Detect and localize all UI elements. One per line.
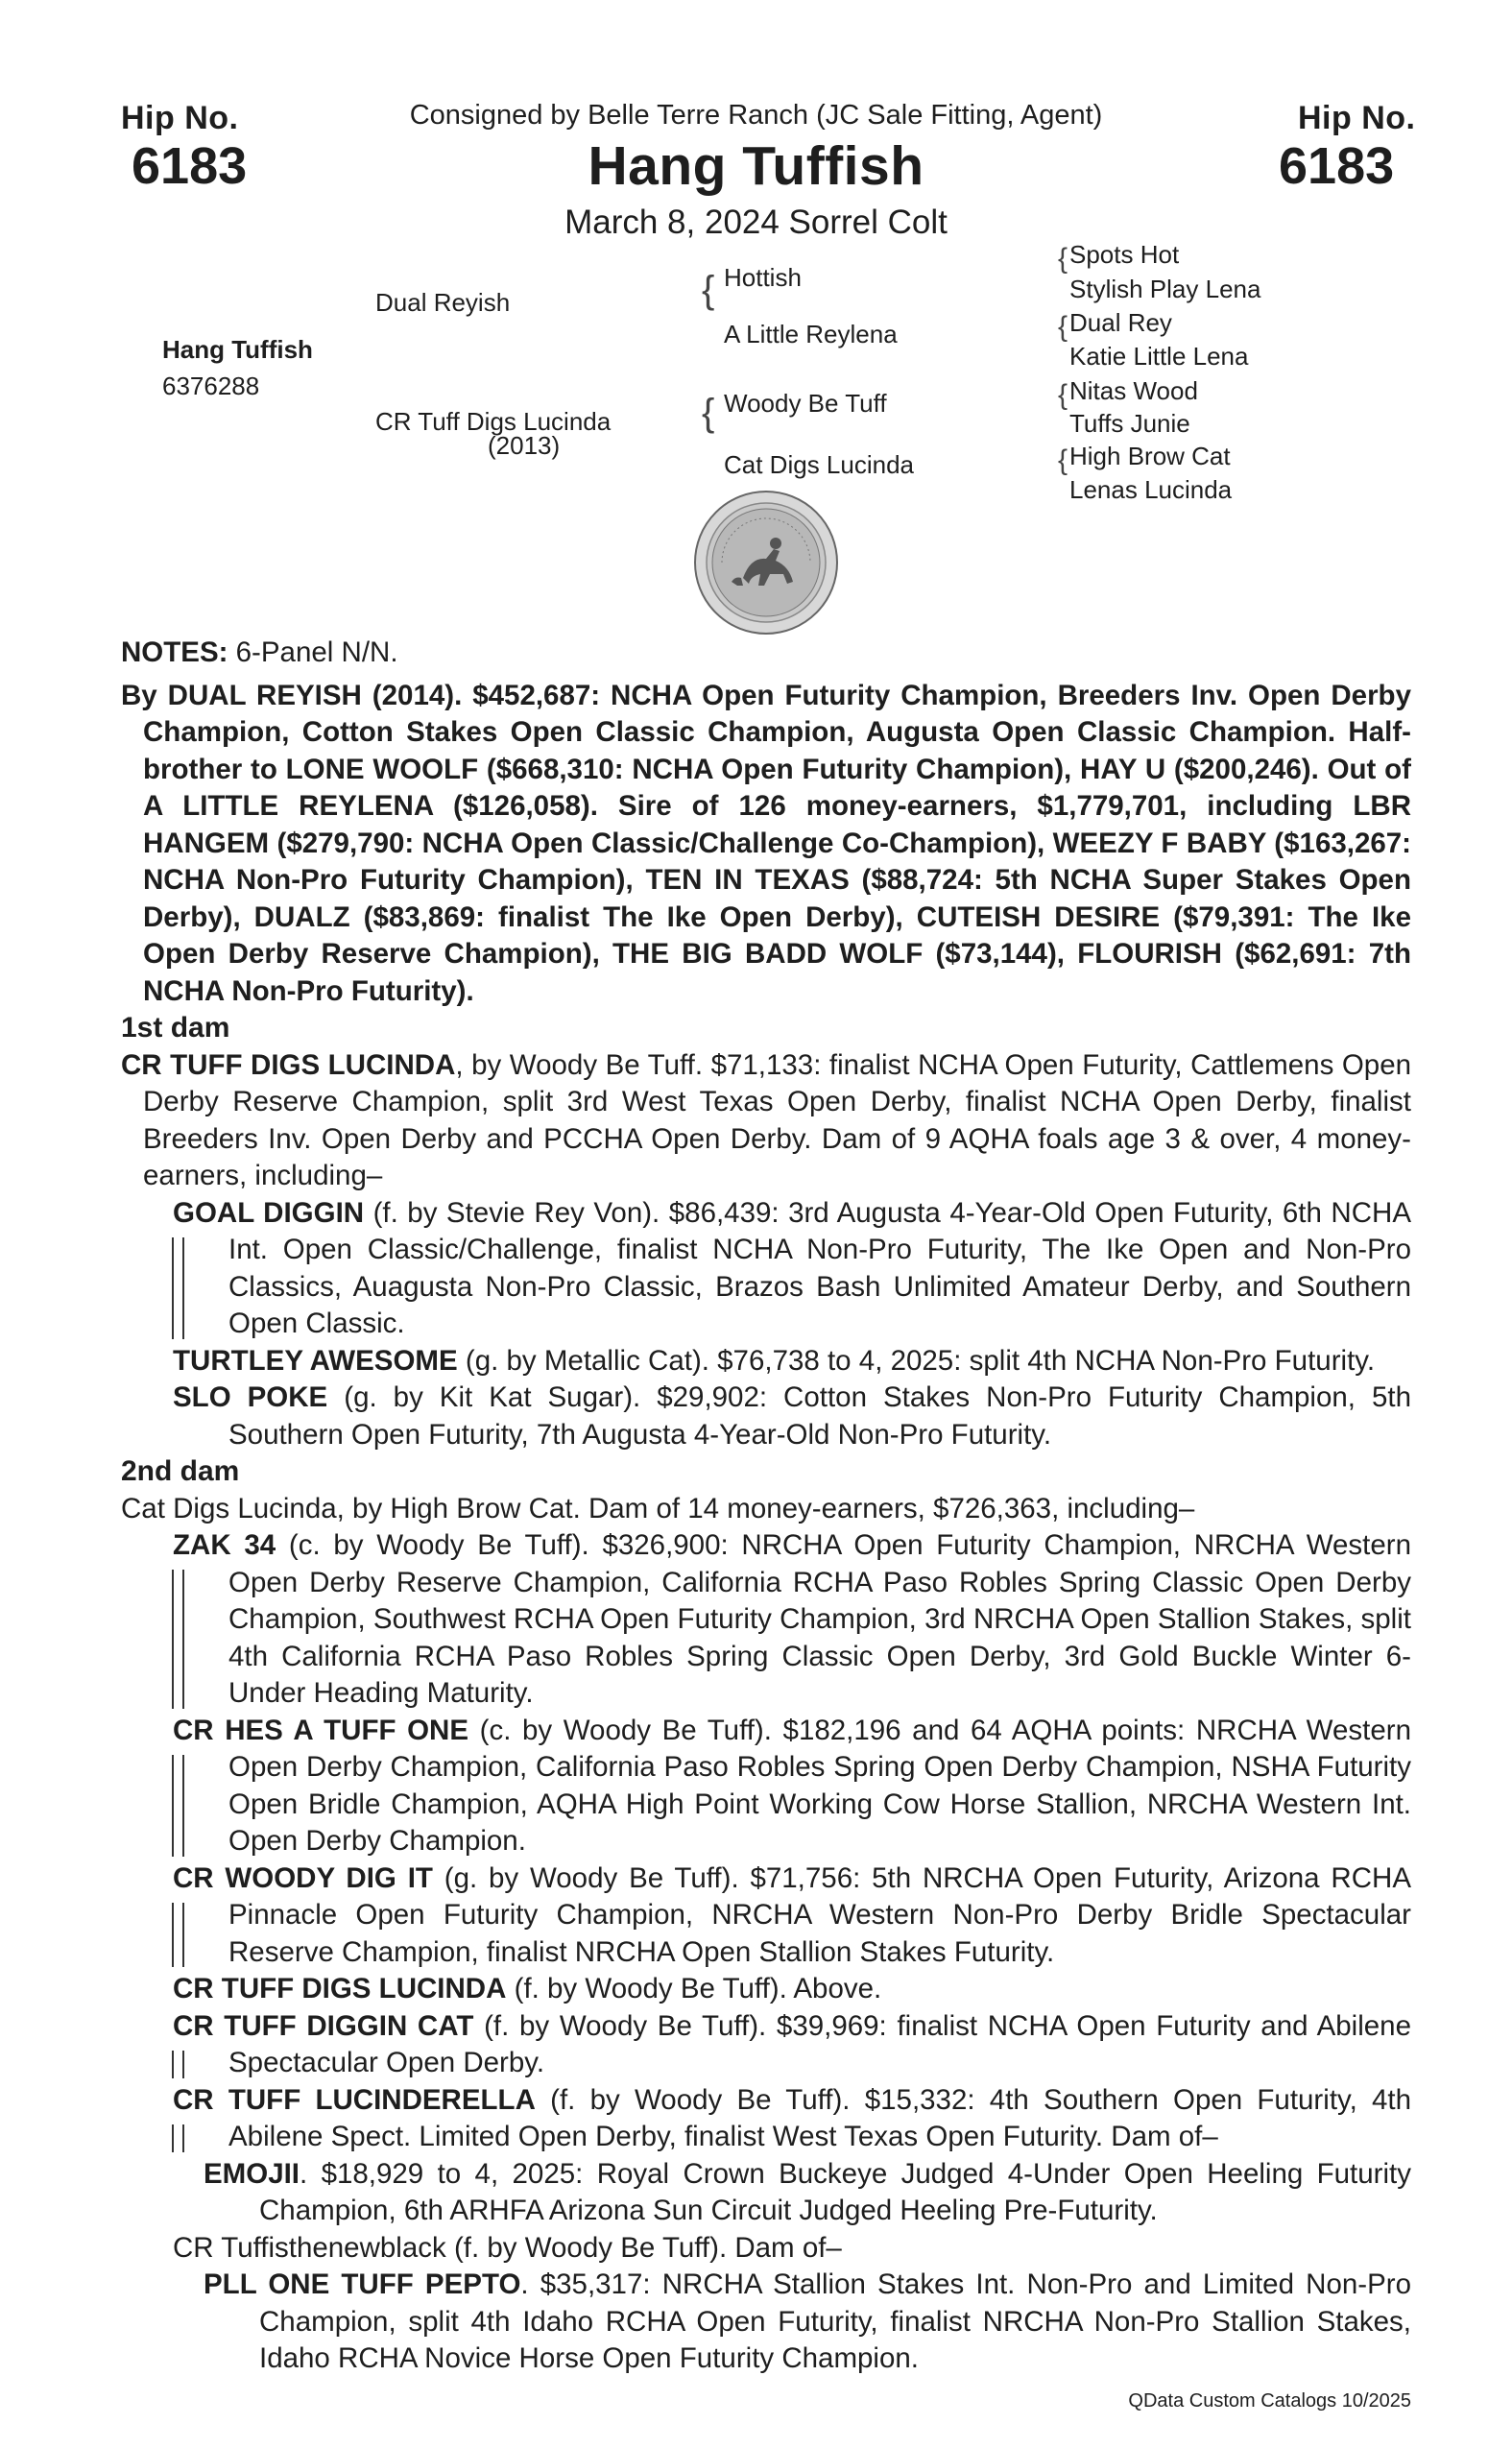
produce-text: (g. by Woody Be Tuff). $71,756: 5th NRCHA Open Futurity, Arizona RCHA Pinnacle Open Futurity Champion, NRCHA Western Non-Pro Derby Bridle Spectacular Reserve Champion, finalist NRCHA Open Stallion Stakes Futurity. (228, 1861, 1411, 1968)
second-dam-heading: 2nd dam (121, 1455, 240, 1487)
pedigree-dam-dam: Cat Digs Lucinda (724, 450, 914, 479)
pedigree-gen4-8: Lenas Lucinda (1069, 475, 1233, 504)
produce-name: SLO POKE (173, 1381, 328, 1413)
pedigree-sire-sire: Hottish (724, 263, 802, 292)
notes-text: 6-Panel N/N. (228, 636, 398, 668)
produce-name: CR HES A TUFF ONE (173, 1714, 469, 1746)
second-dam-produce-4 (173, 1971, 1411, 2008)
second-dam-paragraph: Cat Digs Lucinda, by High Brow Cat. Dam of 14 money-earners, $726,363, including– (121, 1492, 1195, 1524)
produce-text: (f. by Stevie Rey Von). $86,439: 3rd Augusta 4-Year-Old Open Futurity, 6th NCHA Int. Open Classic/Challenge, finalist NCHA Non-Pro Futurity, The Ike Open and Non-Pro Classics, Auagusta Non-Pro Classic, Brazos Bash Unlimited Amateur Derby, and Southern Open Classic. (228, 1196, 1411, 1339)
brace-gen4-3: { (1058, 379, 1068, 411)
first-dam-name: CR TUFF DIGS LUCINDA (121, 1048, 456, 1081)
second-dam-produce-5 (173, 2008, 1411, 2082)
produce-name: GOAL DIGGIN (173, 1196, 365, 1229)
second-dam-produce-7 (173, 2230, 1411, 2268)
produce-name: ZAK 34 (173, 1529, 276, 1561)
pedigree-gen4-5: Nitas Wood (1069, 376, 1198, 405)
first-dam-heading: 1st dam (121, 1012, 230, 1044)
foaling-description: March 8, 2024 Sorrel Colt (564, 204, 948, 241)
brace-sire: { (702, 269, 715, 311)
pedigree-gen4-3: Dual Rey (1069, 308, 1172, 337)
pedigree-dam-year: (2013) (488, 431, 561, 460)
second-dam-grandproduce-1 (204, 2156, 1411, 2230)
horse-name-title: Hang Tuffish (588, 135, 924, 197)
second-dam-produce-6 (173, 2082, 1411, 2156)
pedigree-dam-sire: Woody Be Tuff (724, 389, 887, 418)
produce-name: CR WOODY DIG IT (173, 1861, 433, 1894)
produce-name: TURTLEY AWESOME (173, 1344, 458, 1377)
second-dam-grandproduce-2 (204, 2267, 1411, 2378)
catalog-body (121, 635, 1411, 2378)
produce-name: CR TUFF DIGS LUCINDA (173, 1973, 507, 2004)
pedigree-subject-reg: 6376288 (162, 372, 260, 400)
second-dam-produce-3 (173, 1860, 1411, 1972)
produce-name: CR TUFF DIGGIN CAT (173, 2009, 474, 2042)
pedigree-sire-dam: A Little Reylena (724, 320, 898, 348)
first-dam-produce-2 (173, 1343, 1411, 1380)
brace-gen4-2: { (1058, 311, 1068, 343)
pedigree-dam: CR Tuff Digs Lucinda (375, 407, 612, 436)
produce-text: CR Tuffisthenewblack (f. by Woody Be Tuff). Dam of– (173, 2231, 842, 2264)
pedigree-gen4-2: Stylish Play Lena (1069, 275, 1261, 303)
first-dam-paragraph (121, 1047, 1411, 1195)
ncha-seal-icon (693, 490, 839, 636)
produce-name: PLL ONE TUFF PEPTO (204, 2268, 521, 2300)
first-dam-produce-1 (173, 1195, 1411, 1343)
brace-dam: { (702, 392, 715, 434)
notes-label: NOTES: (121, 636, 228, 668)
pedigree-sire: Dual Reyish (375, 288, 511, 317)
second-dam-produce-1 (173, 1527, 1411, 1713)
notes-line (121, 635, 1411, 672)
produce-text: . $35,317: NRCHA Stallion Stakes Int. Non-Pro and Limited Non-Pro Champion, split 4th Idaho RCHA Open Futurity, finalist NRCHA Non-Pro Stallion Stakes, Idaho RCHA Novice Horse Open Futurity Champion. (259, 2268, 1411, 2374)
pedigree-subject-name: Hang Tuffish (162, 335, 313, 364)
sire-paragraph: By DUAL REYISH (2014). $452,687: NCHA Open Futurity Champion, Breeders Inv. Open Derby Champion, Cotton Stakes Open Classic Champion, Augusta Open Classic Champion. Half-brother to LONE WOOLF ($668,310: NCHA Open Futurity Champion), HAY U ($200,246). Out of A LITTLE REYLENA ($126,058). Sire of 126 money-earners, $1,779,701, including LBR HANGEM ($279,790: NCHA Open Classic/Challenge Co-Champion), WEEZY F BABY ($163,267: NCHA Non-Pro Futurity Champion), TEN IN TEXAS ($88,724: 5th NCHA Super Stakes Open Derby), DUALZ ($83,869: finalist The Ike Open Derby), CUTEISH DESIRE ($79,391: The Ike Open Derby Reserve Champion), THE BIG BADD WOLF ($73,144), FLOURISH ($62,691: 7th NCHA Non-Pro Futurity). (121, 679, 1411, 1007)
produce-text: . $18,929 to 4, 2025: Royal Crown Buckeye Judged 4-Under Open Heeling Futurity Champion, 6th ARHFA Arizona Sun Circuit Judged Heeling Pre-Futurity. (259, 2157, 1411, 2226)
produce-text: (f. by Woody Be Tuff). $39,969: finalist NCHA Open Futurity and Abilene Spectacular Open Derby. (228, 2009, 1411, 2078)
brace-gen4-4: { (1058, 444, 1068, 476)
pedigree-gen4-6: Tuffs Junie (1069, 409, 1190, 438)
produce-name: CR TUFF LUCINDERELLA (173, 2083, 536, 2116)
first-dam-produce-3 (173, 1380, 1411, 1453)
produce-text: (c. by Woody Be Tuff). $326,900: NRCHA Open Futurity Champion, NRCHA Western Open Derby Reserve Champion, California RCHA Paso Robles Spring Classic Open Derby Champion, Southwest RCHA Open Futurity Champion, 3rd NRCHA Open Stallion Stakes, split 4th California RCHA Paso Robles Spring Classic Open Derby, 3rd Gold Buckle Winter 6-Under Heading Maturity. (228, 1529, 1411, 1709)
hip-label-right: Hip No. (1298, 100, 1416, 136)
produce-text: (g. by Kit Kat Sugar). $29,902: Cotton Stakes Non-Pro Futurity Champion, 5th Southern Open Futurity, 7th Augusta 4-Year-Old Non-Pro Futurity. (228, 1381, 1411, 1451)
hip-number-left: 6183 (132, 137, 248, 195)
produce-text: (c. by Woody Be Tuff). $182,196 and 64 AQHA points: NRCHA Western Open Derby Champion, California Paso Robles Spring Open Derby Champion, NSHA Futurity Open Bridle Champion, AQHA High Point Working Cow Horse Stallion, NRCHA Western Int. Open Derby Champion. (228, 1714, 1411, 1857)
hip-label-left: Hip No. (121, 100, 239, 136)
produce-text: (f. by Woody Be Tuff). $15,332: 4th Southern Open Futurity, 4th Abilene Spect. Limited Open Derby, finalist West Texas Open Futurity. Dam of– (228, 2083, 1412, 2152)
produce-name: EMOJII (204, 2157, 300, 2190)
hip-number-right: 6183 (1279, 137, 1395, 195)
pedigree-gen4-7: High Brow Cat (1069, 442, 1231, 470)
pedigree-gen4-4: Katie Little Lena (1069, 342, 1249, 371)
consignor-line: Consigned by Belle Terre Ranch (JC Sale Fitting, Agent) (409, 100, 1103, 131)
produce-text: (f. by Woody Be Tuff). Above. (506, 1973, 882, 2004)
pedigree-gen4-1: Spots Hot (1069, 240, 1180, 269)
produce-text: (g. by Metallic Cat). $76,738 to 4, 2025: split 4th NCHA Non-Pro Futurity. (457, 1344, 1376, 1377)
catalog-footer: QData Custom Catalogs 10/2025 (1128, 2390, 1411, 2412)
brace-gen4-1: { (1058, 243, 1068, 275)
second-dam-produce-2 (173, 1713, 1411, 1860)
first-dam-text: , by Woody Be Tuff. $71,133: finalist NCHA Open Futurity, Cattlemens Open Derby Reserve Champion, split 3rd West Texas Open Derby, finalist NCHA Open Derby, finalist Breeders Inv. Open Derby and PCCHA Open Derby. Dam of 9 AQHA foals age 3 & over, 4 money-earners, including– (143, 1048, 1412, 1191)
